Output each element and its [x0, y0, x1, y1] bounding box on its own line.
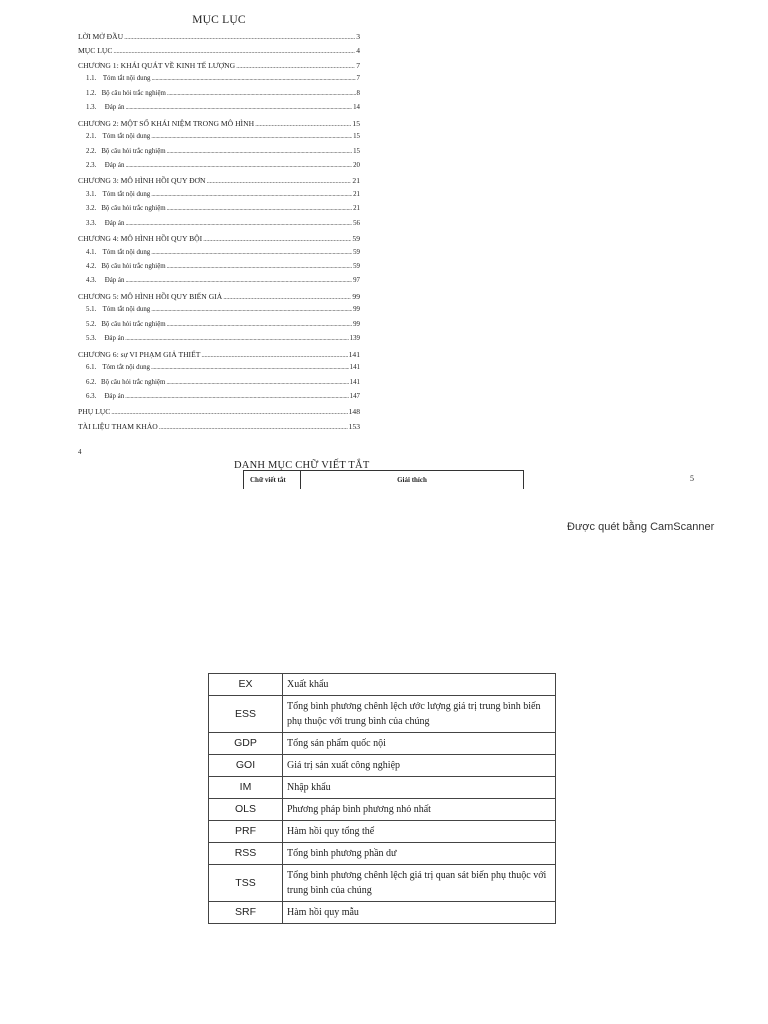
abbreviations-header: [243, 470, 524, 489]
toc-item: [78, 407, 360, 421]
toc-item: [78, 191, 360, 205]
table-row: [209, 696, 556, 733]
toc-item-page: 20: [353, 161, 360, 169]
toc-leader-dots: [151, 306, 352, 313]
abbreviation-code: SRF: [209, 902, 283, 924]
toc-item-page: 3: [356, 32, 360, 41]
abbreviation-code: EX: [209, 674, 283, 696]
toc-item: [78, 46, 360, 60]
toc-item-text: Bộ câu hỏi trắc nghiệm: [101, 263, 166, 270]
toc-item: [78, 277, 360, 291]
toc-item-page: 59: [353, 248, 360, 256]
abbreviation-code: IM: [209, 777, 283, 799]
toc-item-page: 7: [356, 75, 360, 83]
table-row: [209, 865, 556, 902]
toc-item-text: TÀI LIỆU THAM KHẢO: [78, 421, 158, 431]
abbreviation-code: ESS: [209, 696, 283, 733]
toc-item-text: Tóm tắt nội dung: [102, 75, 151, 83]
toc-item-page: 153: [348, 421, 360, 431]
toc-item-text: Đáp án: [104, 392, 125, 400]
toc-item-number: 2.1.: [86, 133, 97, 141]
toc-item-page: 15: [353, 133, 360, 141]
toc-leader-dots: [255, 119, 351, 128]
toc-item-number: 1.1.: [86, 75, 97, 83]
toc-item-number: 5.2.: [86, 320, 97, 328]
toc-item-text: Tóm tắt nội dung: [102, 306, 151, 314]
toc-item-text: Bộ câu hỏi trắc nghiệm: [101, 89, 166, 97]
abbreviation-code: OLS: [209, 799, 283, 821]
toc-item-number: 5.3.: [86, 335, 97, 343]
toc-leader-dots: [125, 104, 352, 111]
abbreviation-meaning: Tổng sản phẩm quốc nội: [283, 733, 556, 755]
abbreviations-table: [208, 673, 556, 924]
toc-leader-dots: [167, 263, 353, 270]
toc-item: [78, 350, 360, 364]
abbreviation-meaning: Phương pháp bình phương nhỏ nhất: [283, 799, 556, 821]
toc-item-text: Đáp án: [104, 104, 125, 112]
toc-item-text: LỜI MỞ ĐẦU: [78, 32, 124, 41]
toc-item-number: 2.2.: [86, 147, 97, 155]
toc-item-text: Tóm tắt nội dung: [102, 190, 151, 198]
toc-leader-dots: [167, 321, 353, 328]
toc-item-text: Bộ câu hỏi trắc nghiệm: [101, 378, 166, 386]
toc-title: MỤC LỤC: [192, 14, 246, 26]
abbreviation-code: PRF: [209, 821, 283, 843]
abbreviation-meaning: Tổng bình phương chênh lệch ước lượng giá trị trung bình biến phụ thuộc với trung bình của chúng: [283, 696, 556, 733]
table-row: [209, 799, 556, 821]
toc-leader-dots: [223, 292, 351, 301]
toc-item: [78, 263, 360, 277]
toc-item-number: 3.2.: [86, 205, 97, 213]
page-number-right: 5: [690, 474, 694, 483]
abbreviation-code: GDP: [209, 733, 283, 755]
toc-item: [78, 393, 360, 407]
toc-item-page: 99: [353, 320, 360, 328]
toc-item: [78, 32, 360, 46]
toc-item-text: Tóm tắt nội dung: [102, 248, 151, 256]
toc-item-text: Tóm tắt nội dung: [102, 133, 151, 141]
toc-leader-dots: [203, 234, 351, 243]
abbreviation-meaning: Xuất khẩu: [283, 674, 556, 696]
toc-item-page: 59: [352, 234, 360, 244]
toc-item-page: 141: [349, 378, 360, 386]
table-of-contents: [78, 14, 360, 436]
toc-item-page: 15: [353, 147, 360, 155]
toc-leader-dots: [125, 393, 348, 400]
toc-item: [78, 249, 360, 263]
toc-item-page: 99: [353, 306, 360, 314]
abbreviation-meaning: Tổng bình phương chênh lệch giá trị quan sát biến phụ thuộc với trung bình của chúng: [283, 865, 556, 902]
toc-leader-dots: [207, 176, 352, 185]
header-explanation: Giải thích: [397, 476, 427, 484]
toc-leader-dots: [125, 162, 352, 169]
toc-leader-dots: [151, 249, 352, 256]
toc-item-number: 3.3.: [86, 219, 97, 227]
toc-item-text: CHƯƠNG 2: MỘT SỐ KHÁI NIỆM TRONG MÔ HÌNH: [78, 118, 255, 128]
toc-item: [78, 162, 360, 176]
toc-leader-dots: [236, 61, 355, 70]
toc-item: [78, 335, 360, 349]
table-row: [209, 755, 556, 777]
toc-leader-dots: [125, 277, 352, 284]
toc-item-number: 2.3.: [86, 161, 97, 169]
toc-item-text: Bộ câu hỏi trắc nghiệm: [101, 320, 166, 328]
toc-leader-dots: [124, 32, 355, 41]
toc-item: [78, 220, 360, 234]
toc-item-number: 1.3.: [86, 104, 97, 112]
toc-item-page: 21: [353, 190, 360, 198]
toc-item-text: Đáp án: [104, 277, 125, 285]
toc-item-page: 7: [356, 60, 360, 70]
toc-leader-dots: [113, 46, 355, 55]
toc-item-text: CHƯƠNG 3: MÔ HÌNH HỒI QUY ĐƠN: [78, 176, 206, 186]
toc-leader-dots: [166, 379, 348, 386]
toc-item-number: 4.2.: [86, 263, 97, 270]
toc-item-page: 99: [352, 291, 360, 301]
toc-item-text: Đáp án: [104, 219, 125, 227]
toc-item: [78, 321, 360, 335]
toc-item-page: 147: [349, 392, 360, 400]
abbreviation-meaning: Nhập khẩu: [283, 777, 556, 799]
toc-item: [78, 422, 360, 436]
toc-item-page: 14: [353, 104, 360, 112]
toc-item-page: 4: [356, 46, 360, 56]
toc-item: [78, 364, 360, 378]
toc-leader-dots: [125, 335, 348, 342]
toc-item-text: CHƯƠNG 1: KHÁI QUÁT VỀ KINH TẾ LƯỢNG: [78, 60, 236, 70]
toc-item-text: CHƯƠNG 6: sự VI PHẠM GIẢ THIẾT: [78, 349, 201, 359]
toc-item-number: 6.1.: [86, 364, 97, 372]
abbreviation-code: TSS: [209, 865, 283, 902]
abbreviation-meaning: Hàm hồi quy tổng thể: [283, 821, 556, 843]
toc-item-page: 8: [356, 89, 360, 97]
toc-item-number: 1.2.: [86, 89, 97, 97]
toc-leader-dots: [167, 148, 353, 155]
toc-leader-dots: [151, 191, 352, 198]
toc-item-number: 5.1.: [86, 306, 97, 314]
toc-item-page: 56: [353, 219, 360, 227]
page-number-left: 4: [78, 448, 82, 456]
toc-item: [78, 205, 360, 219]
toc-item-text: MỤC LỤC: [78, 46, 113, 56]
toc-item-text: CHƯƠNG 5: MÔ HÌNH HỒI QUY BIẾN GIẢ: [78, 291, 223, 301]
toc-item: [78, 234, 360, 248]
abbreviation-code: RSS: [209, 843, 283, 865]
toc-item-page: 141: [349, 364, 360, 372]
toc-item-number: 3.1.: [86, 190, 97, 198]
table-row: [209, 821, 556, 843]
toc-leader-dots: [167, 90, 356, 97]
toc-leader-dots: [167, 205, 353, 212]
toc-list: [78, 32, 360, 436]
toc-item-text: Tóm tắt nội dung: [102, 364, 150, 372]
toc-leader-dots: [159, 422, 348, 431]
toc-leader-dots: [151, 364, 349, 371]
table-row: [209, 843, 556, 865]
toc-leader-dots: [152, 75, 356, 82]
abbreviation-meaning: Giá trị sản xuất công nghiệp: [283, 755, 556, 777]
toc-item: [78, 119, 360, 133]
header-abbreviation: Chữ viết tắt: [244, 471, 301, 489]
toc-item-page: 139: [349, 335, 360, 343]
toc-item-text: PHỤ LỤC: [78, 407, 111, 417]
toc-item: [78, 148, 360, 162]
abbreviation-meaning: Hàm hồi quy mẫu: [283, 902, 556, 924]
toc-item-page: 15: [352, 118, 360, 128]
toc-item-number: 4.3.: [86, 277, 97, 285]
toc-item-text: Đáp án: [104, 161, 125, 169]
toc-item-number: 6.3.: [86, 392, 97, 400]
toc-item: [78, 90, 360, 104]
toc-leader-dots: [201, 350, 347, 359]
toc-item-page: 21: [353, 205, 360, 213]
toc-item-page: 59: [353, 263, 360, 270]
toc-item: [78, 379, 360, 393]
abbreviation-meaning: Tổng bình phương phần dư: [283, 843, 556, 865]
toc-item-text: Bộ câu hỏi trắc nghiệm: [101, 205, 166, 213]
table-row: [209, 733, 556, 755]
toc-item: [78, 133, 360, 147]
toc-item: [78, 176, 360, 190]
toc-item-number: 4.1.: [86, 248, 97, 256]
toc-item-page: 21: [352, 176, 360, 186]
abbreviations-title: DANH MỤC CHỮ VIẾT TẮT: [234, 460, 370, 471]
table-row: [209, 674, 556, 696]
toc-item-number: 6.2.: [86, 378, 97, 386]
toc-leader-dots: [151, 133, 352, 140]
toc-leader-dots: [111, 407, 347, 416]
toc-item-page: 97: [353, 277, 360, 285]
toc-item-text: Đáp án: [104, 335, 125, 343]
toc-item: [78, 61, 360, 75]
toc-item: [78, 104, 360, 118]
scanner-watermark: Được quét bằng CamScanner: [567, 521, 715, 533]
toc-item: [78, 75, 360, 89]
toc-item-text: CHƯƠNG 4: MÔ HÌNH HỒI QUY BỘI: [78, 234, 203, 244]
toc-leader-dots: [125, 220, 352, 227]
toc-item-page: 148: [348, 407, 360, 417]
table-row: [209, 777, 556, 799]
toc-item-text: Bộ câu hỏi trắc nghiệm: [101, 147, 166, 155]
abbreviation-code: GOI: [209, 755, 283, 777]
toc-item: [78, 292, 360, 306]
table-row: [209, 902, 556, 924]
toc-item: [78, 306, 360, 320]
toc-item-page: 141: [348, 349, 360, 359]
